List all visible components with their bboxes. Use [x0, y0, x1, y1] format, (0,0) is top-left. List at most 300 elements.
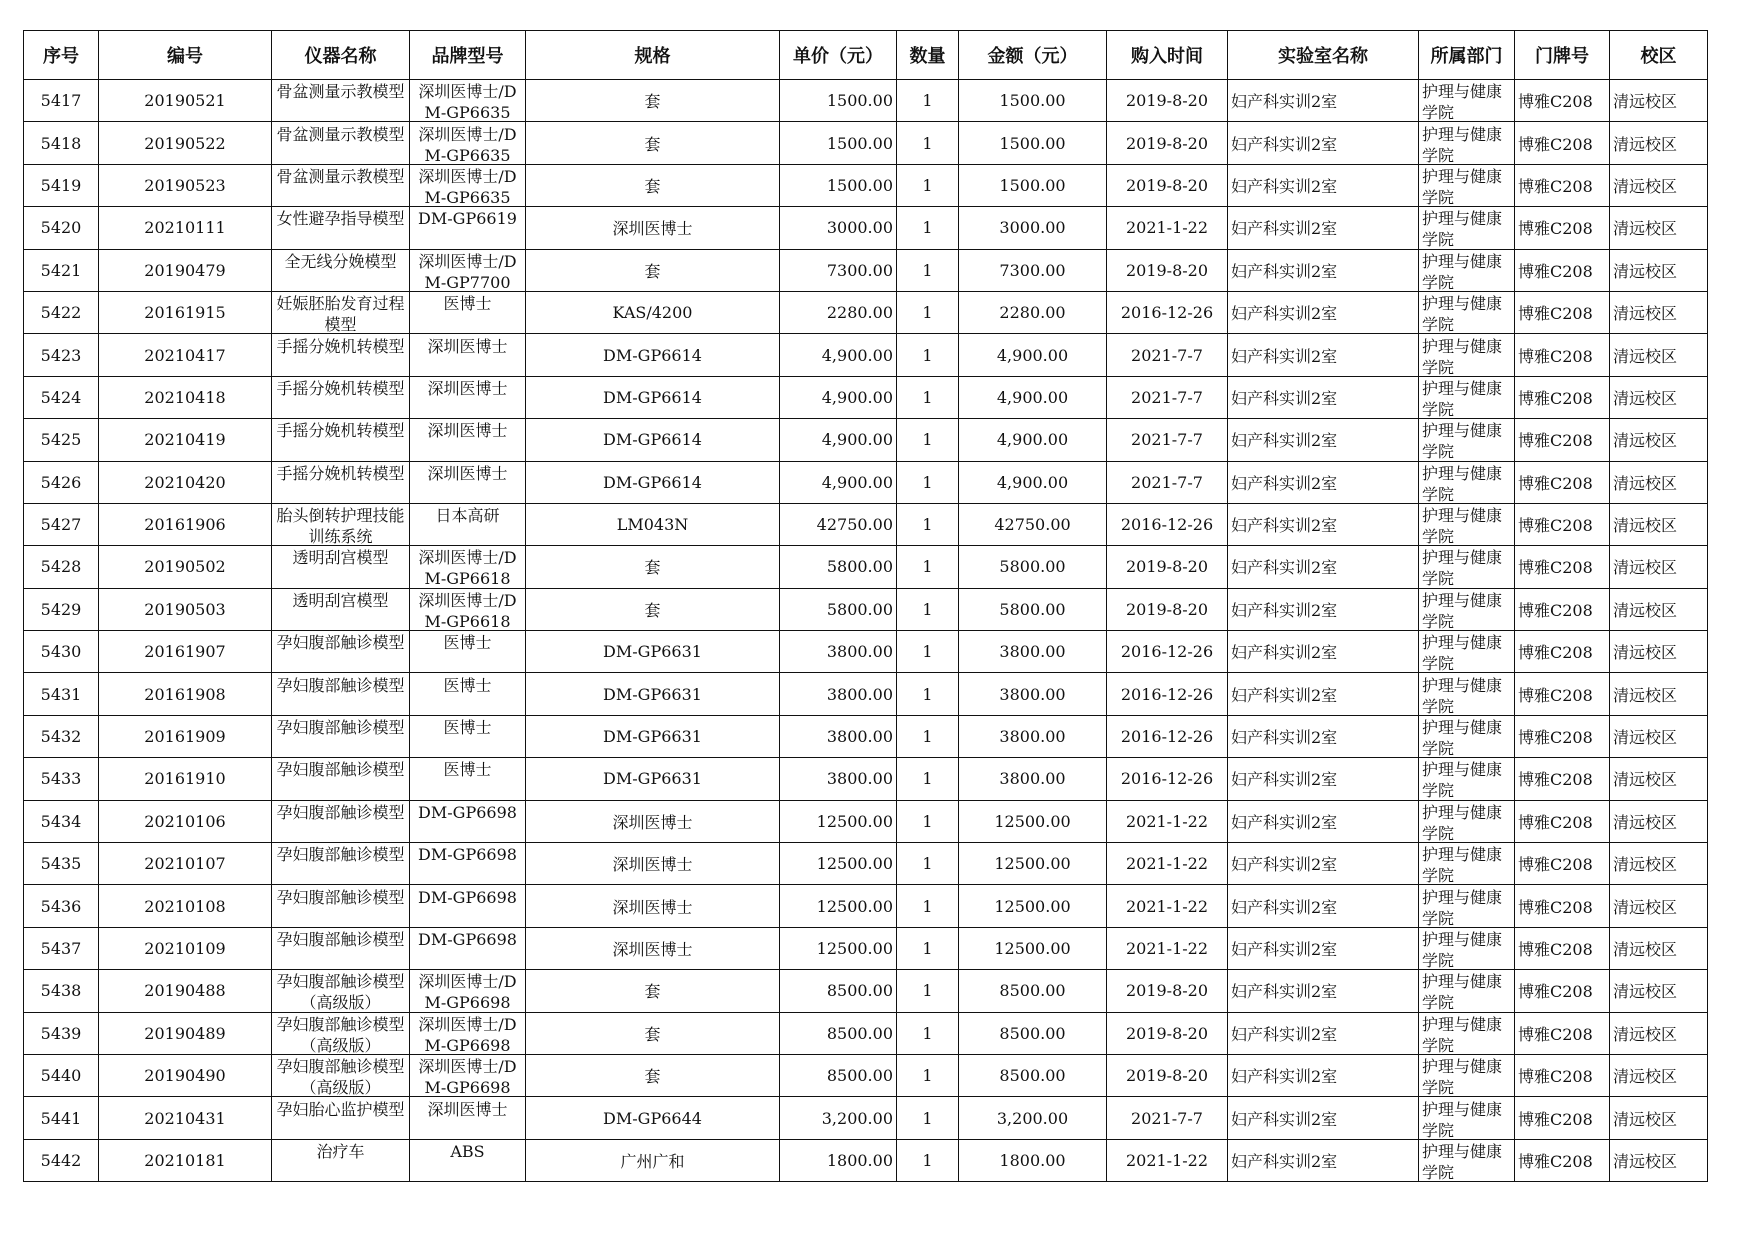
cell-room: [1515, 800, 1610, 842]
cell-amount: [959, 503, 1107, 545]
cell-code: [99, 249, 272, 291]
cell-code-text: 20210106: [144, 811, 226, 831]
cell-name-text: 孕妇腹部触诊模型: [276, 802, 405, 822]
cell-campus-text: 清远校区: [1613, 897, 1678, 917]
cell-price-text: 5800.00: [826, 599, 893, 619]
cell-dept: [1419, 419, 1515, 461]
cell-lab-text: 妇产科实训2室: [1231, 812, 1338, 832]
cell-amount: [959, 885, 1107, 927]
cell-price: [780, 122, 897, 164]
cell-lab-text: 妇产科实训2室: [1231, 1109, 1338, 1129]
cell-spec-text: KAS/4200: [612, 303, 693, 323]
cell-spec-text: DM-GP6631: [603, 769, 702, 789]
cell-brand-text: 深圳医博士/DM-GP6635: [418, 82, 517, 122]
cell-date: [1107, 419, 1228, 461]
cell-price: [780, 164, 897, 206]
cell-name-text: 骨盆测量示教模型: [276, 166, 405, 186]
header-room: 门牌号: [1515, 31, 1610, 80]
cell-dept-text: 护理与健康学院: [1422, 1057, 1503, 1097]
cell-dept-text: 护理与健康学院: [1422, 845, 1503, 885]
cell-name-text: 手摇分娩机转模型: [276, 378, 405, 398]
cell-dept-text: 护理与健康学院: [1422, 633, 1503, 673]
cell-price: [780, 758, 897, 800]
cell-dept-text: 护理与健康学院: [1422, 506, 1503, 546]
cell-date: [1107, 631, 1228, 673]
cell-name: [272, 588, 410, 630]
cell-lab: [1228, 503, 1419, 545]
cell-brand: [410, 588, 526, 630]
cell-brand-text: 深圳医博士: [427, 378, 508, 398]
cell-dept-text: 护理与健康学院: [1422, 124, 1503, 164]
cell-code: [99, 927, 272, 969]
cell-dept-text: 护理与健康学院: [1422, 336, 1503, 376]
cell-amount-text: 5800.00: [999, 557, 1066, 577]
cell-spec-text: 广州广和: [620, 1151, 685, 1171]
cell-qty: [897, 546, 959, 588]
cell-seq-text: 5439: [40, 1023, 82, 1043]
cell-dept: [1419, 207, 1515, 249]
cell-price-text: 1500.00: [826, 175, 893, 195]
cell-amount: [959, 207, 1107, 249]
cell-dept: [1419, 80, 1515, 122]
cell-brand-text: ABS: [450, 1141, 485, 1161]
cell-brand: [410, 376, 526, 418]
cell-spec: [526, 758, 780, 800]
cell-campus-text: 清远校区: [1613, 643, 1678, 663]
cell-brand: [410, 419, 526, 461]
cell-room: [1515, 249, 1610, 291]
cell-date: [1107, 758, 1228, 800]
cell-spec-text: DM-GP6614: [603, 345, 702, 365]
cell-dept-text: 护理与健康学院: [1422, 378, 1503, 418]
cell-spec: [526, 122, 780, 164]
cell-room-text: 博雅C208: [1518, 176, 1593, 196]
cell-lab: [1228, 80, 1419, 122]
cell-seq-text: 5441: [40, 1108, 82, 1128]
cell-dept-text: 护理与健康学院: [1422, 718, 1503, 758]
cell-amount: [959, 164, 1107, 206]
cell-seq-text: 5425: [40, 430, 82, 450]
cell-qty-text: 1: [922, 1066, 933, 1086]
cell-lab-text: 妇产科实训2室: [1231, 643, 1338, 663]
cell-spec-text: 套: [644, 261, 661, 281]
table-header-row: [24, 31, 1708, 80]
cell-amount-text: 5800.00: [999, 599, 1066, 619]
cell-dept-text: 护理与健康学院: [1422, 1099, 1503, 1139]
cell-campus-text: 清远校区: [1613, 1067, 1678, 1087]
cell-amount: [959, 546, 1107, 588]
header-amount: 金额（元）: [959, 31, 1107, 80]
cell-brand-text: DM-GP6619: [418, 209, 517, 229]
cell-brand-text: 医博士: [443, 760, 492, 780]
cell-spec-text: 套: [644, 92, 661, 112]
table-row: [24, 588, 1708, 630]
cell-spec: [526, 503, 780, 545]
cell-room: [1515, 291, 1610, 333]
cell-spec-text: 深圳医博士: [612, 855, 693, 875]
cell-campus: [1610, 503, 1708, 545]
cell-date: [1107, 122, 1228, 164]
cell-dept: [1419, 673, 1515, 715]
cell-seq: [24, 461, 99, 503]
cell-room-text: 博雅C208: [1518, 219, 1593, 239]
cell-amount-text: 3800.00: [999, 769, 1066, 789]
cell-seq-text: 5417: [40, 91, 82, 111]
cell-room-text: 博雅C208: [1518, 685, 1593, 705]
cell-price: [780, 800, 897, 842]
cell-code: [99, 207, 272, 249]
cell-lab: [1228, 1139, 1419, 1181]
cell-name-text: 透明刮宫模型: [292, 548, 389, 568]
cell-campus: [1610, 1012, 1708, 1054]
cell-amount: [959, 1139, 1107, 1181]
cell-code: [99, 631, 272, 673]
cell-lab: [1228, 631, 1419, 673]
cell-campus-text: 清远校区: [1613, 516, 1678, 536]
table-row: [24, 80, 1708, 122]
header-date: 购入时间: [1107, 31, 1228, 80]
cell-seq: [24, 249, 99, 291]
cell-amount-text: 12500.00: [994, 854, 1071, 874]
cell-lab: [1228, 1012, 1419, 1054]
cell-spec: [526, 1097, 780, 1139]
cell-code-text: 20190479: [144, 260, 226, 280]
cell-room: [1515, 461, 1610, 503]
cell-dept-text: 护理与健康学院: [1422, 548, 1503, 588]
cell-qty: [897, 673, 959, 715]
cell-seq-text: 5420: [40, 218, 82, 238]
cell-room-text: 博雅C208: [1518, 388, 1593, 408]
cell-qty-text: 1: [922, 727, 933, 747]
cell-date-text: 2016-12-26: [1120, 303, 1214, 323]
cell-brand-text: 日本高研: [435, 506, 500, 526]
cell-date: [1107, 588, 1228, 630]
cell-lab-text: 妇产科实训2室: [1231, 1151, 1338, 1171]
cell-brand: [410, 927, 526, 969]
cell-brand: [410, 970, 526, 1012]
cell-seq-text: 5437: [40, 939, 82, 958]
cell-brand: [410, 503, 526, 545]
cell-room: [1515, 1097, 1610, 1139]
table-row: [24, 503, 1708, 545]
cell-date-text: 2016-12-26: [1120, 515, 1214, 535]
cell-campus: [1610, 800, 1708, 842]
cell-room-text: 博雅C208: [1518, 1067, 1593, 1087]
cell-date: [1107, 1054, 1228, 1096]
cell-code: [99, 1139, 272, 1181]
cell-room-text: 博雅C208: [1518, 431, 1593, 451]
cell-brand-text: 深圳医博士/DM-GP7700: [418, 251, 517, 291]
table-row: [24, 1097, 1708, 1139]
cell-dept-text: 护理与健康学院: [1422, 1014, 1503, 1054]
cell-date-text: 2016-12-26: [1120, 684, 1214, 704]
cell-brand-text: 深圳医博士/DM-GP6618: [418, 590, 517, 630]
cell-code: [99, 419, 272, 461]
table-row: [24, 631, 1708, 673]
cell-price: [780, 546, 897, 588]
cell-seq: [24, 1097, 99, 1139]
cell-seq-text: 5419: [40, 175, 82, 195]
cell-lab-text: 妇产科实训2室: [1231, 940, 1338, 959]
cell-brand-text: 医博士: [443, 633, 492, 653]
cell-room: [1515, 715, 1610, 757]
cell-brand-text: 深圳医博士: [427, 463, 508, 483]
cell-dept-text: 护理与健康学院: [1422, 421, 1503, 461]
cell-code: [99, 80, 272, 122]
cell-code-text: 20161915: [144, 303, 226, 323]
table-row: [24, 970, 1708, 1012]
cell-spec: [526, 715, 780, 757]
cell-date-text: 2021-7-7: [1131, 430, 1203, 450]
cell-seq: [24, 1139, 99, 1181]
cell-amount: [959, 800, 1107, 842]
cell-name-text: 孕妇胎心监护模型: [276, 1099, 405, 1119]
cell-brand-text: 深圳医博士/DM-GP6698: [418, 1057, 517, 1097]
cell-campus-text: 清远校区: [1613, 1151, 1678, 1171]
cell-name: [272, 927, 410, 969]
cell-date: [1107, 843, 1228, 885]
cell-seq-text: 5424: [40, 387, 82, 407]
cell-brand: [410, 461, 526, 503]
cell-seq: [24, 376, 99, 418]
cell-campus: [1610, 673, 1708, 715]
cell-name-text: 孕妇腹部触诊模型: [276, 718, 405, 738]
cell-code: [99, 122, 272, 164]
cell-brand: [410, 80, 526, 122]
cell-dept: [1419, 1012, 1515, 1054]
header-lab: 实验室名称: [1228, 31, 1419, 80]
cell-code: [99, 673, 272, 715]
cell-date: [1107, 461, 1228, 503]
cell-qty: [897, 164, 959, 206]
cell-qty: [897, 758, 959, 800]
cell-amount-text: 12500.00: [994, 939, 1071, 958]
cell-brand: [410, 715, 526, 757]
cell-campus: [1610, 1054, 1708, 1096]
cell-spec: [526, 673, 780, 715]
cell-brand-text: 医博士: [443, 718, 492, 738]
cell-qty: [897, 1054, 959, 1096]
cell-seq: [24, 291, 99, 333]
cell-date: [1107, 970, 1228, 1012]
cell-dept-text: 护理与健康学院: [1422, 294, 1503, 334]
cell-seq-text: 5423: [40, 345, 82, 365]
cell-name: [272, 1139, 410, 1181]
cell-campus: [1610, 80, 1708, 122]
cell-dept: [1419, 249, 1515, 291]
cell-qty-text: 1: [922, 345, 933, 365]
cell-seq: [24, 715, 99, 757]
cell-spec-text: DM-GP6644: [603, 1108, 702, 1128]
cell-seq-text: 5430: [40, 642, 82, 662]
cell-amount: [959, 631, 1107, 673]
cell-lab: [1228, 461, 1419, 503]
cell-spec-text: 套: [644, 134, 661, 154]
cell-seq-text: 5426: [40, 472, 82, 492]
cell-campus-text: 清远校区: [1613, 770, 1678, 790]
cell-dept: [1419, 631, 1515, 673]
cell-name-text: 孕妇腹部触诊模型（高级版）: [276, 972, 405, 1012]
cell-lab: [1228, 758, 1419, 800]
cell-name: [272, 207, 410, 249]
cell-price: [780, 631, 897, 673]
cell-code: [99, 503, 272, 545]
cell-seq: [24, 207, 99, 249]
cell-qty-text: 1: [922, 1023, 933, 1043]
cell-campus: [1610, 419, 1708, 461]
cell-brand: [410, 758, 526, 800]
cell-price-text: 4,900.00: [821, 472, 893, 492]
cell-date-text: 2021-1-22: [1125, 218, 1209, 238]
cell-amount: [959, 376, 1107, 418]
cell-seq-text: 5436: [40, 896, 82, 916]
cell-dept: [1419, 376, 1515, 418]
cell-room: [1515, 546, 1610, 588]
cell-brand: [410, 334, 526, 376]
cell-amount: [959, 461, 1107, 503]
cell-brand-text: 深圳医博士/DM-GP6698: [418, 1014, 517, 1054]
cell-spec: [526, 800, 780, 842]
cell-brand-text: 深圳医博士/DM-GP6635: [418, 166, 517, 206]
cell-date: [1107, 207, 1228, 249]
cell-spec: [526, 631, 780, 673]
cell-code: [99, 164, 272, 206]
cell-lab: [1228, 164, 1419, 206]
table-row: [24, 758, 1708, 800]
cell-qty-text: 1: [922, 599, 933, 619]
cell-brand: [410, 1097, 526, 1139]
cell-amount: [959, 1012, 1107, 1054]
cell-amount: [959, 80, 1107, 122]
cell-price: [780, 1097, 897, 1139]
cell-room: [1515, 970, 1610, 1012]
cell-spec-text: 深圳医博士: [612, 812, 693, 832]
cell-campus-text: 清远校区: [1613, 685, 1678, 705]
cell-seq: [24, 843, 99, 885]
cell-dept: [1419, 843, 1515, 885]
cell-amount: [959, 1054, 1107, 1096]
cell-dept: [1419, 1054, 1515, 1096]
cell-code-text: 20190503: [144, 599, 226, 619]
cell-price: [780, 673, 897, 715]
cell-qty-text: 1: [922, 260, 933, 280]
cell-amount-text: 3800.00: [999, 684, 1066, 704]
cell-date-text: 2021-7-7: [1131, 1108, 1203, 1128]
cell-seq-text: 5421: [40, 260, 82, 280]
cell-qty: [897, 631, 959, 673]
cell-code: [99, 715, 272, 757]
cell-amount-text: 1800.00: [999, 1150, 1066, 1170]
cell-amount: [959, 588, 1107, 630]
cell-campus: [1610, 249, 1708, 291]
cell-qty: [897, 503, 959, 545]
table-row: [24, 419, 1708, 461]
cell-name: [272, 1054, 410, 1096]
cell-seq: [24, 588, 99, 630]
cell-spec: [526, 249, 780, 291]
cell-date-text: 2019-8-20: [1125, 599, 1209, 619]
cell-date-text: 2021-1-22: [1125, 1150, 1209, 1170]
cell-brand-text: 深圳医博士/DM-GP6698: [418, 972, 517, 1012]
cell-seq: [24, 673, 99, 715]
cell-name: [272, 249, 410, 291]
cell-seq: [24, 885, 99, 927]
header-seq: 序号: [24, 31, 99, 80]
cell-room-text: 博雅C208: [1518, 855, 1593, 875]
cell-date-text: 2016-12-26: [1120, 727, 1214, 747]
cell-campus: [1610, 546, 1708, 588]
cell-spec-text: 套: [644, 982, 661, 1002]
cell-price-text: 12500.00: [816, 811, 893, 831]
cell-campus-text: 清远校区: [1613, 473, 1678, 493]
cell-name: [272, 631, 410, 673]
cell-brand-text: 医博士: [443, 294, 492, 314]
cell-dept-text: 护理与健康学院: [1422, 209, 1503, 249]
cell-room-text: 博雅C208: [1518, 812, 1593, 832]
cell-room: [1515, 419, 1610, 461]
cell-price-text: 3800.00: [826, 727, 893, 747]
cell-seq: [24, 800, 99, 842]
cell-room: [1515, 588, 1610, 630]
cell-room-text: 博雅C208: [1518, 92, 1593, 112]
cell-campus-text: 清远校区: [1613, 558, 1678, 578]
cell-campus: [1610, 970, 1708, 1012]
cell-seq-text: 5435: [40, 854, 82, 874]
cell-room: [1515, 122, 1610, 164]
cell-price-text: 3000.00: [826, 218, 893, 238]
cell-code-text: 20210431: [144, 1108, 226, 1128]
cell-code-text: 20210418: [144, 387, 226, 407]
cell-date-text: 2021-7-7: [1131, 472, 1203, 492]
cell-date: [1107, 800, 1228, 842]
cell-campus: [1610, 631, 1708, 673]
cell-brand-text: 深圳医博士/DM-GP6635: [418, 124, 517, 164]
cell-brand: [410, 1139, 526, 1181]
cell-campus-text: 清远校区: [1613, 92, 1678, 112]
cell-code: [99, 1054, 272, 1096]
cell-brand-text: DM-GP6698: [418, 930, 517, 949]
cell-spec: [526, 334, 780, 376]
cell-code-text: 20161909: [144, 727, 226, 747]
cell-brand-text: 深圳医博士/DM-GP6618: [418, 548, 517, 588]
table-row: [24, 164, 1708, 206]
cell-date-text: 2019-8-20: [1125, 175, 1209, 195]
cell-brand: [410, 1054, 526, 1096]
cell-date: [1107, 80, 1228, 122]
cell-name-text: 手摇分娩机转模型: [276, 336, 405, 356]
cell-date: [1107, 546, 1228, 588]
cell-name: [272, 122, 410, 164]
cell-room: [1515, 927, 1610, 969]
cell-campus-text: 清远校区: [1613, 600, 1678, 620]
cell-name: [272, 1012, 410, 1054]
cell-campus: [1610, 376, 1708, 418]
cell-campus-text: 清远校区: [1613, 346, 1678, 366]
cell-room: [1515, 673, 1610, 715]
cell-name-text: 孕妇腹部触诊模型: [276, 887, 405, 907]
cell-spec-text: DM-GP6614: [603, 430, 702, 450]
cell-brand: [410, 800, 526, 842]
cell-qty: [897, 461, 959, 503]
cell-amount: [959, 843, 1107, 885]
cell-dept: [1419, 291, 1515, 333]
cell-brand: [410, 122, 526, 164]
header-campus: 校区: [1610, 31, 1708, 80]
cell-dept-text: 护理与健康学院: [1422, 463, 1503, 503]
cell-amount-text: 12500.00: [994, 811, 1071, 831]
cell-amount-text: 1500.00: [999, 133, 1066, 153]
cell-brand-text: DM-GP6698: [418, 802, 517, 822]
